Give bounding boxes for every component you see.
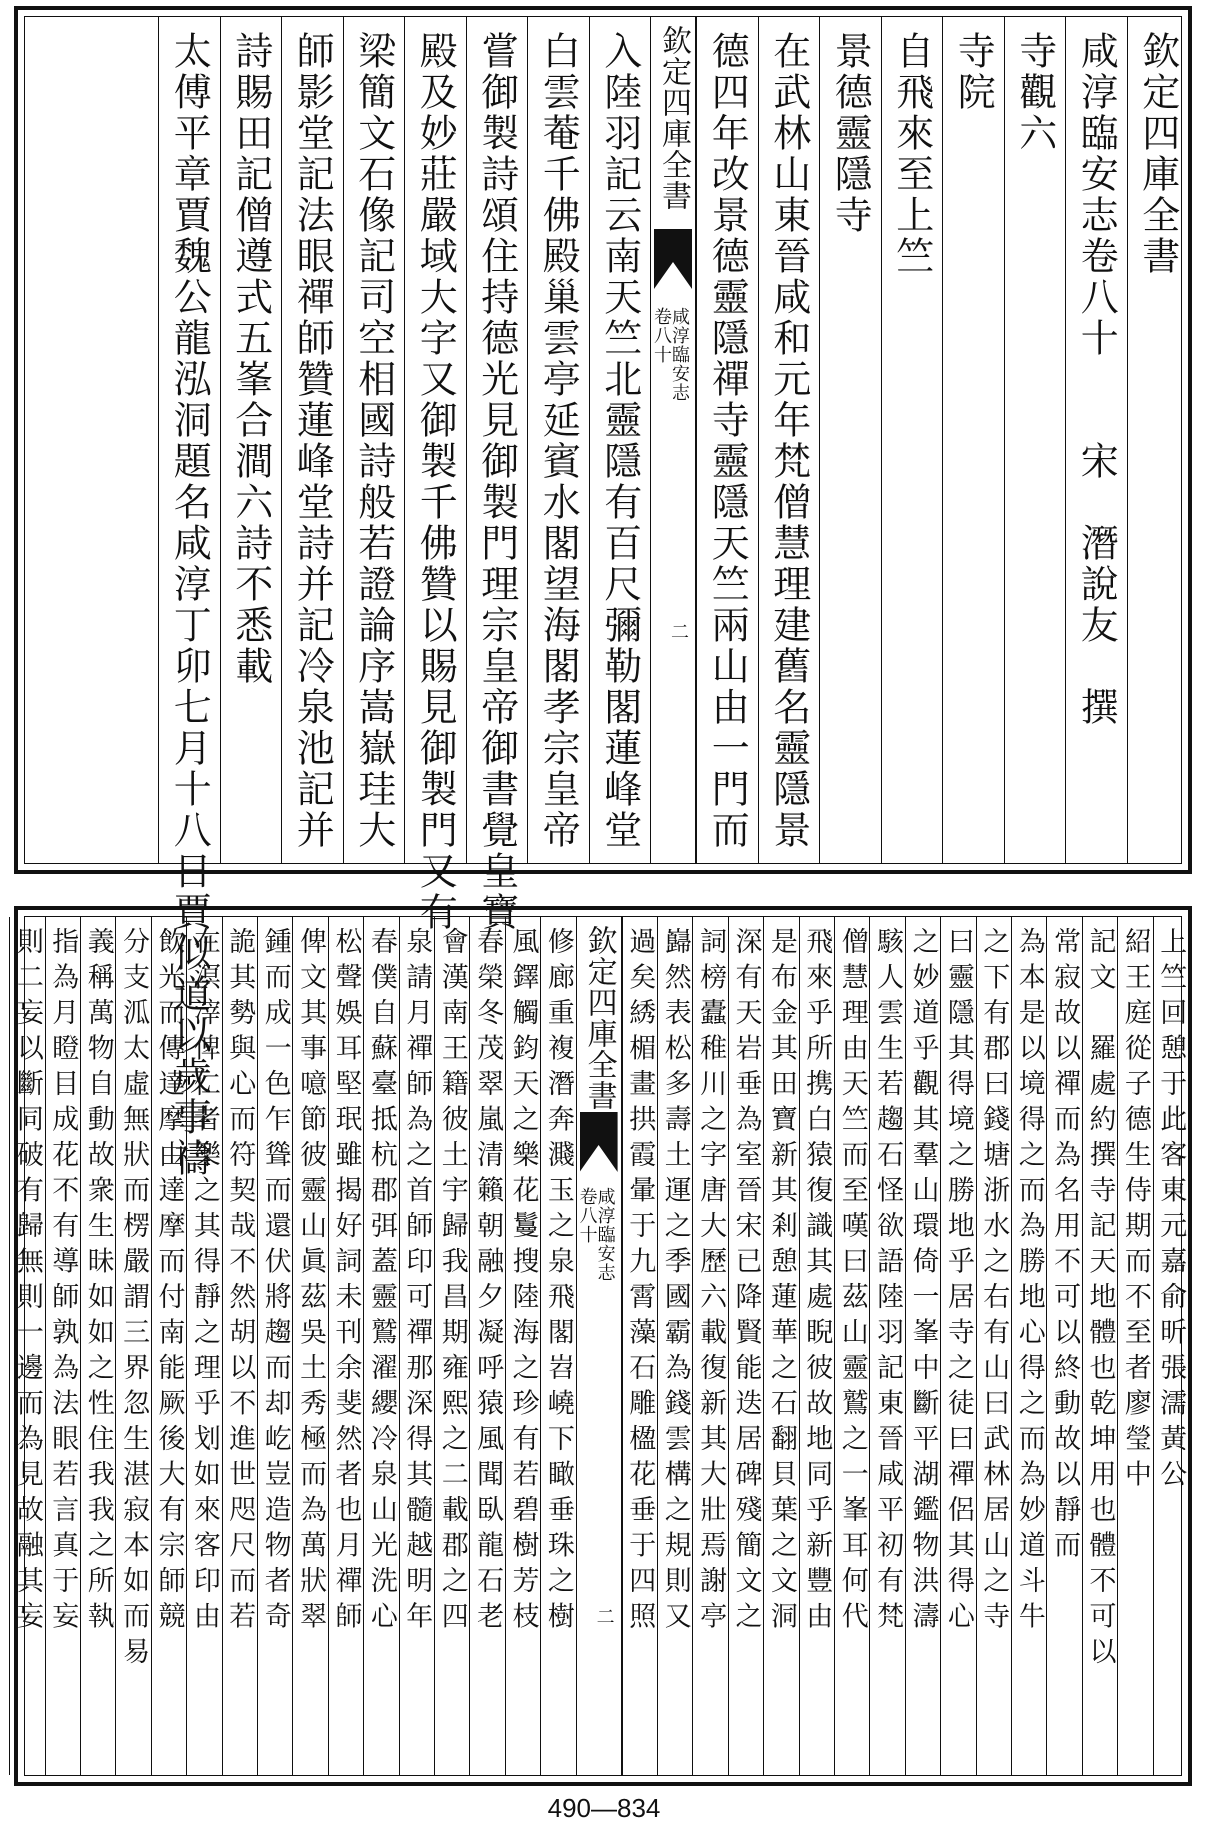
- column-text: 泉請月禪師為之首師印可禪那深得其髓越明年: [401, 927, 433, 1637]
- left-text-column: [404, 17, 466, 933]
- column-text: 分支泒太虛無狀而楞嚴謂三界忽生湛寂本如而易: [118, 927, 150, 1673]
- left-text-column: [434, 917, 469, 1775]
- column-text: 紹王庭從子德生侍期而不至者廖瑩中: [1119, 927, 1151, 1495]
- right-text-column: [1004, 17, 1066, 863]
- left-text-column: [505, 917, 540, 1775]
- center-fold-column: [576, 917, 622, 1775]
- left-text-column: [589, 17, 651, 863]
- column-text: 俾文其事噫節彼靈山眞茲吳土秀極而為萬狀翠: [295, 927, 327, 1637]
- left-text-column: [399, 917, 434, 1775]
- right-text-column: [622, 917, 657, 1775]
- right-text-column: [758, 17, 820, 863]
- column-text: 松聲娛耳堅珉雖揭好詞未刊余斐然者也月禪師: [330, 927, 362, 1637]
- column-text: 春榮冬茂翠嵐清籟朝融夕凝呼猿風聞臥龍石老: [472, 927, 504, 1637]
- column-text: 僧慧理由天竺而至嘆曰茲山靈鷲之一峯耳何代: [836, 927, 868, 1637]
- right-text-column: [1117, 917, 1152, 1775]
- center-volume-title: 咸淳臨安志: [669, 307, 690, 402]
- right-text-column: [869, 917, 904, 1775]
- column-text: 寺觀六: [1012, 31, 1057, 154]
- left-text-column: [527, 17, 589, 863]
- top-page-inner-border: [24, 16, 1182, 1179]
- center-leaf-number: 二: [593, 1607, 615, 1625]
- center-book-title: 欽定四庫全書: [581, 925, 617, 1111]
- column-text: 則二妄以斷同破有歸無則一邊而為見故融其妄: [11, 927, 43, 1637]
- left-text-column: [45, 917, 80, 1775]
- right-text-column: [1127, 17, 1189, 863]
- column-text: 自飛來至上竺: [889, 31, 934, 277]
- column-text: 詭其勢與心而符契哉不然胡以不進世咫尺而若: [224, 927, 256, 1637]
- column-text: 殿及妙莊嚴域大字又御製千佛贊以賜見御製門又有: [413, 31, 458, 933]
- column-text: 是布金其田寶新其剎憩蓮華之石翻貝葉之文洞: [765, 927, 797, 1637]
- left-text-column: [186, 917, 221, 1775]
- left-text-column: [540, 917, 575, 1775]
- right-text-column: [799, 917, 834, 1775]
- column-text: 太傅平章賈魏公龍泓洞題名咸淳丁卯七月十八日賈似道以歲事禱: [167, 31, 212, 1179]
- left-text-column: [80, 917, 115, 1775]
- left-text-column: [220, 17, 282, 863]
- right-text-column: [881, 17, 943, 863]
- left-text-column: [466, 17, 528, 933]
- center-juan-number: 卷八十: [576, 1187, 598, 1244]
- center-book-title: 欽定四庫全書: [656, 25, 691, 211]
- column-text: 入陸羽記云南天竺北靈隱有百尺彌勒閣蓮峰堂: [597, 31, 642, 851]
- column-text: 景德靈隱寺: [828, 31, 873, 236]
- column-text: 寺院: [951, 31, 996, 113]
- column-text: 為本是以境得之而為勝地心得之而為妙道斗牛: [1013, 927, 1045, 1637]
- column-text: 指為月瞪目成花不有導師孰為法眼若言真于妄: [47, 927, 79, 1637]
- column-text: 在溟滓俾仁者樂之其得靜之理乎划如來客印由: [188, 927, 220, 1637]
- right-text-column: [1065, 17, 1127, 863]
- left-text-column: [151, 917, 186, 1775]
- right-text-column: [976, 917, 1011, 1775]
- column-text: 飛來乎所携白猿復識其處睨彼故地同乎新豐由: [801, 927, 833, 1637]
- right-text-column: [657, 917, 692, 1775]
- left-text-column: [9, 917, 44, 1775]
- column-text: 詩賜田記僧遵式五峯合澗六詩不悉載: [228, 31, 273, 687]
- column-text: 德四年改景德靈隱禪寺靈隱天竺兩山由一門而: [705, 31, 750, 851]
- right-text-column: [1153, 917, 1188, 1775]
- column-text: 欽定四庫全書: [1135, 31, 1180, 277]
- column-text: 白雲菴千佛殿巢雲亭延賓水閣望海閣孝宗皇帝: [536, 31, 581, 851]
- left-text-column: [222, 917, 257, 1775]
- left-text-column: [328, 917, 363, 1775]
- column-text: 上竺回憩于此客東元嘉俞昕張濡黃公: [1155, 927, 1187, 1495]
- center-volume-title: 咸淳臨安志: [594, 1187, 616, 1282]
- column-text: 深有天岩垂為室晉宋已降賢能迭居碑殘簡文之: [730, 927, 762, 1637]
- column-text: 飲光而傳達摩由達摩而付南能厥後大有宗師競: [153, 927, 185, 1637]
- column-text: 之下有郡曰錢塘浙水之右有山曰武林居山之寺: [978, 927, 1010, 1637]
- right-text-column: [942, 17, 1004, 863]
- right-text-column: [940, 917, 975, 1775]
- left-text-column: [469, 917, 504, 1775]
- right-text-column: [763, 917, 798, 1775]
- right-text-column: [696, 17, 758, 863]
- column-text: 鍾而成一色乍聳而還伏將趨而却屹豈造物者奇: [259, 927, 291, 1637]
- column-text: 師影堂記法眼禪師贊蓮峰堂詩并記冷泉池記并: [290, 31, 335, 851]
- left-text-column: [281, 17, 343, 863]
- column-text: 嘗御製詩頌住持德光見御製門理宗皇帝御書覺皇寶: [474, 31, 519, 933]
- column-text: 咸淳臨安志卷八十 宋 潛說友 撰: [1074, 31, 1119, 728]
- right-text-column: [834, 917, 869, 1775]
- column-text: 梁簡文石像記司空相國詩般若證論序嵩嶽珪大: [351, 31, 396, 851]
- center-leaf-number: 二: [668, 622, 689, 640]
- right-text-column: [1011, 917, 1046, 1775]
- column-text: 春僕自蘇臺抵杭郡弭蓋靈鷲濯纓冷泉山光洗心: [365, 927, 397, 1637]
- column-text: 曰靈隱其得境之勝地乎居寺之徒曰禪侶其得心: [942, 927, 974, 1637]
- page-number: 490—834: [547, 1793, 661, 1823]
- column-text: 在武林山東晉咸和元年梵僧慧理建舊名靈隱景: [766, 31, 811, 851]
- right-text-column: [1046, 917, 1081, 1775]
- left-text-column: [115, 917, 150, 1775]
- column-text: 駭人雲生若趨石怪欲語陸羽記東晉咸平初有梵: [872, 927, 904, 1637]
- left-text-column: [292, 917, 327, 1775]
- column-text: 會漢南王籍彼土宇歸我昌期雍熙之二載郡之四: [436, 927, 468, 1637]
- left-text-column: [257, 917, 292, 1775]
- right-text-column: [728, 917, 763, 1775]
- column-text: 巋然表松多壽土運之季國霸為錢雲構之規則又: [659, 927, 691, 1637]
- column-text: 過矣綉楣畫拱霞暈于九霄藻石雕楹花垂于四照: [624, 927, 656, 1637]
- left-text-column: [158, 17, 220, 1179]
- column-text: 記文 羅處約撰寺記天地體也乾坤用也體不可以: [1084, 927, 1116, 1673]
- center-juan-number: 卷八十: [651, 307, 672, 364]
- bottom-page-frame: [11, 906, 1192, 1786]
- right-text-column: [819, 17, 881, 863]
- column-text: 詞榜蠹稚川之字唐大歷六載復新其大壯焉謝亭: [695, 927, 727, 1637]
- bottom-page-inner-border: [11, 916, 1187, 1776]
- column-text: 義稱萬物自動故衆生昧如如之性住我我之所執: [82, 927, 114, 1637]
- left-text-column: [363, 917, 398, 1775]
- right-text-column: [692, 917, 727, 1775]
- fishtail-mark-upper: [654, 229, 692, 289]
- center-fold-column: [650, 17, 696, 863]
- column-text: 修廊重複潛奔濺玉之泉飛閣岧嶢下瞰垂珠之樹: [542, 927, 574, 1637]
- top-page-frame: [14, 6, 1192, 1179]
- right-text-column: [1082, 917, 1117, 1775]
- column-text: 之妙道乎觀其羣山環倚一峯中斷平湖鑑物洪濤: [907, 927, 939, 1637]
- column-text: 風鐸觸鈞天之樂花鬘搜陸海之珍有若碧樹芳枝: [507, 927, 539, 1637]
- right-text-column: [905, 917, 940, 1775]
- left-text-column: [343, 17, 405, 863]
- column-text: 常寂故以禪而為名用不可以終動故以靜而: [1049, 927, 1081, 1566]
- fishtail-mark-upper: [580, 1112, 618, 1172]
